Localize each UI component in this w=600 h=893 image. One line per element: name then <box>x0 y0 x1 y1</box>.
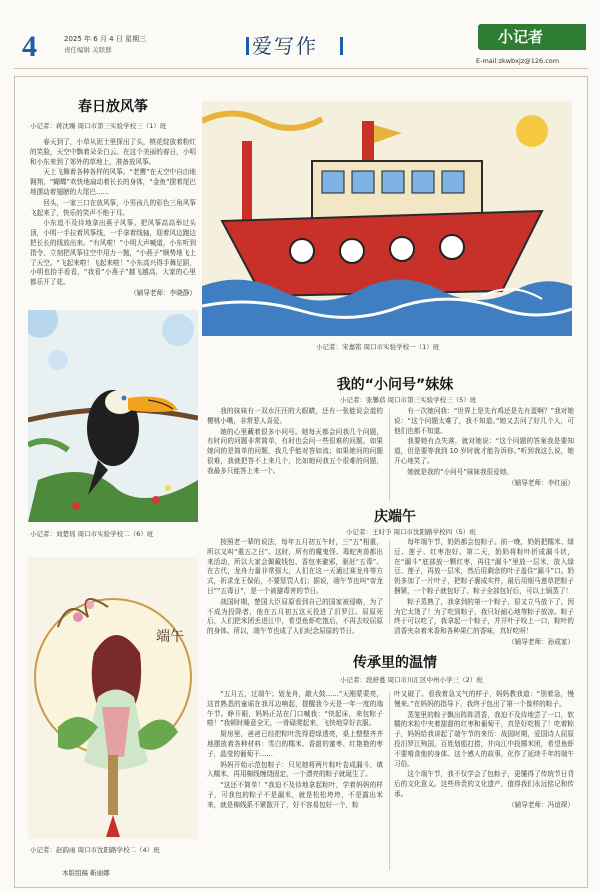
article4-paragraph: 蒸笼里的粽子飘出阵阵清香，我迫不及待地尝了一口，软糯的米粒中夹着甜甜的红枣和葡萄干，真是好吃极了！吃着粽子，妈妈给我讲起了端午节的来历：战国时期，爱国诗人屈原投汨罗江殉国，百姓划船打捞，并向江中投掷米团，希望鱼虾不要啃食他的身体。这个感人的故事，化作了延续千年的端午习俗。 <box>394 710 574 768</box>
column-brand: 小记者 <box>478 24 586 50</box>
column-divider <box>389 692 390 870</box>
ship-painting <box>202 101 572 336</box>
article3-teacher: （辅导老师：孙成家） <box>508 637 574 646</box>
article4-paragraph: “这还不简单！”我迫不及待地拿起粽叶，学着妈妈的样子，可我包的粽子不是漏米，就是松松垮垮，不是露出米来，就是棉线系不紧散开了，好不容易包好一个，粽 <box>207 781 383 809</box>
article4-paragraph: 厨房里，爸爸已经把粽叶洗得碧绿透亮，桌上整整齐齐地摆放着各种材料：雪白的糯米、香甜的蜜枣、红艳艳的枣子，晶莹的葡萄干…… <box>207 730 383 758</box>
article4-paragraph: 妈妈开始示范包粽子：只见她将两片粽叶卷成漏斗，填入糯米，再用棉线缠绕固定，一个漂亮的粽子就诞生了。 <box>207 760 383 779</box>
article1-teacher: （辅导老师：李晓静） <box>130 288 196 297</box>
fan-inscription: 端午 <box>156 629 184 645</box>
article3-title: 庆端午 <box>374 509 416 525</box>
article1-byline: 小记者：蒋沈臻 周口市第三实验学校三（1）班 <box>30 122 167 130</box>
column-divider <box>389 540 390 624</box>
article2-paragraph: 我要她有点失落，就对她说：“这个问题的答案我是要知道，但是要等我到 10 岁时就才能告诉你。”听到我这么说，她开心地笑了。 <box>394 437 574 465</box>
article2-paragraph: 我的妹妹有一双水汪汪的大眼睛，还有一张能说会道的樱桃小嘴，非常惹人喜爱。 <box>207 407 383 425</box>
article2-paragraph: 有一次她问我：“世界上是先有鸡还是先有蛋啊？”我对她说：“这个问题太难了，我不知道。”她又去问了好几个人，可他们也都不知道。 <box>394 407 574 435</box>
article4-right <box>394 690 574 811</box>
section-title: 爱写作 <box>252 34 318 58</box>
fan-painting <box>28 557 198 839</box>
article1-paragraph: 天上飞舞着各种各样的风筝。“老鹰”在天空中自由地翱翔，“蝴蝶”欢快地扇动着长长的身体，“金鱼”摆着尾巴地摆动着翅膀的大尾巴…… <box>30 168 196 196</box>
article2-byline: 小记者：张馨蓓 周口市第三实验学校三（5）班 <box>340 396 477 404</box>
article4-teacher: （辅导老师：冯谊琛） <box>508 800 574 809</box>
article4-paragraph: “五月五，过端午；划龙舟，敲大鼓……”天刚蒙蒙亮，这首熟悉的童谣在我耳边响起，提醒我今天是一年一度的端午节。睁开眼，妈妈正站在门口喊我：“快起床，来包粽子啦！”我顿时睡意全无，一骨碌爬起来，飞快地穿好衣服。 <box>207 690 383 728</box>
page-header <box>0 0 600 65</box>
article1-paragraph: 春天到了，小草从泥土里探出了头，桃花绽放着粉红的笑脸，天空中飘着朵朵白云。在这个美丽的春日，小明和小东来到了郊外的草地上，准备放风筝。 <box>30 138 196 166</box>
article4-byline: 小记者：段舒蔓 周口市川汇区中州小学三（2）班 <box>340 676 483 684</box>
article3-left <box>207 538 383 638</box>
article2-left <box>207 407 383 478</box>
article3-byline: 小记者：王时予 周口市沈阳路学校四（5）班 <box>346 528 476 536</box>
article2-teacher: （辅导老师：李红丽） <box>508 478 574 487</box>
article2-right <box>394 407 574 488</box>
article4-left <box>207 690 383 812</box>
article1-paragraph: 回头，一家三口在放风筝，小男孩儿的彩色三角风筝飞起来了，快乐的笑声不绝于耳。 <box>30 198 196 217</box>
article3-right <box>394 538 574 648</box>
section-bar-right <box>340 37 343 55</box>
responsible-editor: 责任编辑 关联群 <box>64 46 112 54</box>
page-footer: 本版组稿 靳丽娜 <box>62 869 110 877</box>
article1-body <box>30 138 196 299</box>
article1-paragraph: 小东追不及待地拿出燕子风筝。把风筝高高举过头顶，小明一手拉着风筝线，一手拿着线轴，迎着风边跑边把长长的线放出来。“有风啦！”小明大声喊道，小东听到指令，立刻把风筝往空中用力一抛，“小燕子”顺势地飞上了天空。“飞起来啦！飞起来啦！”小东高兴得手舞足蹈，小明也抬手看看，“我看”小燕子”越飞越高，大家的心里都乐开了花。 <box>30 219 196 287</box>
article2-title: 我的“小问号”妹妹 <box>336 377 454 393</box>
article4-paragraph: 叶又破了。看我着急又气的样子，妈妈教我道：“别着急，慢慢来。”在妈妈的指导下，我终于包出了第一个像样的粽子。 <box>394 690 574 708</box>
article2-paragraph: 她的心里藏着很多小问号。她每天都会问我几个问题，有时问的问题非常简单，有时也会问一些很难的问题。如果她问的是简单的问题，我几乎能对答如流；如果她问的问题很难，我就把答不上来几个，比如她问我五个很难的问题，我最多只能答上来一个。 <box>207 427 383 475</box>
article1-title: 春日放风筝 <box>78 99 148 115</box>
article3-paragraph: 按照老一辈的说法，每年五月初五午时，三“五”相重，所以又叫“重五之日”。这时，所有的魔鬼怪、毒蛇害兽都出来活动，所以大家会佩戴钱包、香包来避邪，驱赶“五毒”。在古代，龙舟力量非常强大，人们在这一天通过赛龙舟等方式，祈求龙王保佑，不要惩罚人们；据说，端午节也叫“帝龙日”“五毒日”，是一个被避毒害的节日。 <box>207 538 383 595</box>
article3-paragraph: 战国时期，楚国大臣屈原看到自己的国家被侵略，为了不成为投降者，他在五月初五这天投进了汨罗江。屈原死后，人们把米团丢进江中，希望鱼虾吃饱后，不再去咬屈原的身体。所以，端午节也成了人们纪念屈原的节日。 <box>207 597 383 636</box>
fan-caption: 小记者：赵韵雨 周口市沈阳路学校二（4）班 <box>30 846 160 854</box>
header-rule <box>14 68 588 69</box>
contact-email: E-mail:zkwbxjz@126.com <box>476 57 560 65</box>
article4-title: 传承里的温情 <box>353 655 437 671</box>
issue-date: 2025 年 6 月 4 日 星期三 <box>64 35 147 43</box>
article2-paragraph: 她就是我的“小问号”妹妹我很爱她。 <box>407 467 513 476</box>
ship-caption: 小记者：宋嘉铭 周口市实验学校一（1）班 <box>316 343 440 351</box>
section-bar-left <box>246 37 249 55</box>
toucan-painting <box>28 310 198 522</box>
bird-caption: 小记者：刘楚瑶 周口市实验学校二（6）班 <box>30 530 154 538</box>
column-divider <box>389 409 390 501</box>
article3-paragraph: 每年端午节，奶奶都会包粽子。前一晚，奶奶把糯米、绿豆、莲子、红枣泡好。第二天，奶奶将粽叶折成漏斗状，在“漏斗”底部放一颗红枣，再往“漏斗”里放一层米，放入绿豆、莲子，再放一层米，然后用剩余的叶子盖住“漏斗”口。奶奶多加了一片叶子，把粽子裹成实件，最后用细马莲草把粽子捆紧，一个粽子就包好了。粽子全部包好后，可以上锅蒸了！ <box>394 538 574 595</box>
article3-paragraph: 粽子蒸熟了，我拿到的第一个粽子，很又立马放下了，因为它太烫了！为了吃到粽子，我只好耐心地等粽子放凉。粽子终于可以吃了，我拿起一个粽子，并开叶子咬上一口，粽叶的清香夹杂着米香和各种果仁的香味，真好吃呀！ <box>394 597 574 636</box>
page-number: 4 <box>22 30 37 63</box>
article4-paragraph: 这个端午节，我不仅学会了包粽子，更懂得了传统节日背后的文化意义。这些珍贵的文化遗产，值得我们永远铭记和传承。 <box>394 770 574 798</box>
